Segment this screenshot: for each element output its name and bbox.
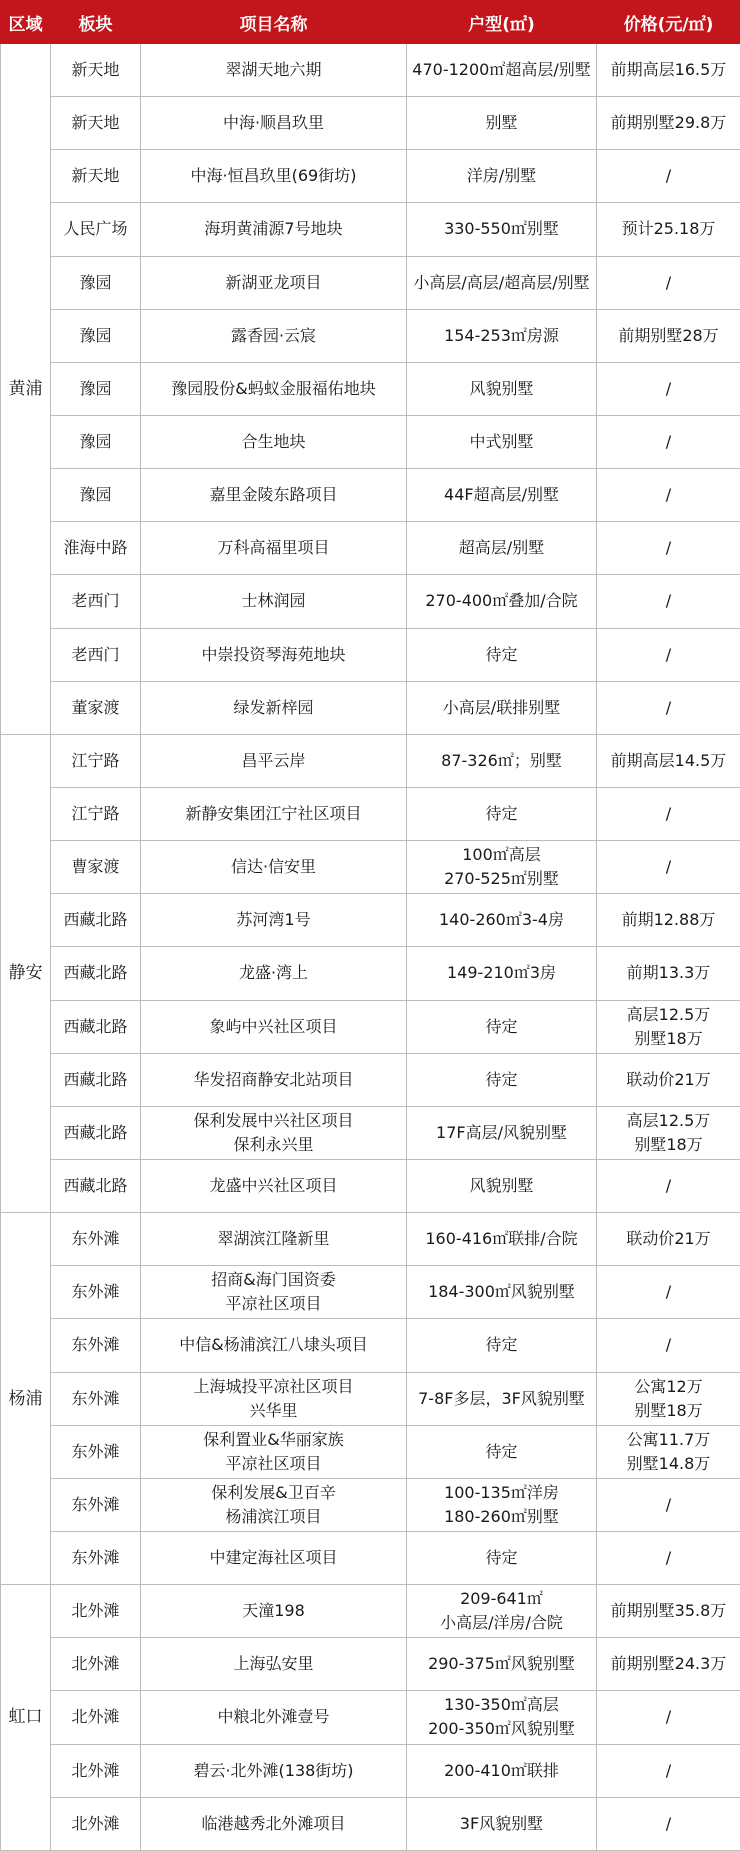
layout-cell-line: 超高层/别墅	[458, 538, 545, 558]
block-cell: 东外滩	[51, 1319, 141, 1372]
layout-cell	[407, 522, 597, 575]
price-cell-line: /	[665, 166, 672, 186]
layout-cell-line: 3F风貌别墅	[459, 1813, 544, 1833]
price-cell	[597, 362, 740, 415]
price-cell	[597, 1691, 740, 1744]
layout-cell	[407, 681, 597, 734]
header-row	[1, 1, 740, 44]
project-cell-line: 招商&海门国资委	[211, 1270, 336, 1290]
project-cell-line: 士林润园	[241, 591, 306, 611]
project-cell-line: 新静安集团江宁社区项目	[185, 804, 362, 824]
block-cell: 东外滩	[51, 1372, 141, 1425]
project-cell-line: 嘉里金陵东路项目	[209, 485, 338, 505]
layout-cell-line: 130-350㎡高层	[444, 1695, 559, 1715]
layout-cell-line: 470-1200㎡超高层/别墅	[412, 60, 591, 80]
table-row	[1, 1744, 740, 1797]
project-cell-line: 保利置业&华丽家族	[203, 1429, 344, 1449]
layout-cell-line: 待定	[485, 1441, 518, 1461]
block-cell: 新天地	[51, 97, 141, 150]
price-cell	[597, 1213, 740, 1266]
block-cell: 豫园	[51, 256, 141, 309]
price-cell	[597, 681, 740, 734]
price-cell-line: /	[665, 804, 672, 824]
project-cell-line: 豫园股份&蚂蚁金服福佑地块	[171, 378, 376, 398]
project-cell	[141, 1531, 407, 1584]
layout-cell-line: 待定	[485, 1069, 518, 1089]
block-cell: 西藏北路	[51, 1106, 141, 1159]
table-row	[1, 469, 740, 522]
price-cell	[597, 787, 740, 840]
table-row	[1, 628, 740, 681]
price-cell-line: /	[665, 1813, 672, 1833]
price-cell-line: /	[665, 1760, 672, 1780]
project-cell-line: 合生地块	[241, 432, 306, 452]
block-cell: 北外滩	[51, 1638, 141, 1691]
project-cell	[141, 1797, 407, 1850]
table-row	[1, 894, 740, 947]
project-cell-line: 昌平云岸	[241, 750, 306, 770]
price-cell	[597, 1053, 740, 1106]
project-cell	[141, 522, 407, 575]
project-cell	[141, 362, 407, 415]
table-row	[1, 1053, 740, 1106]
price-cell	[597, 415, 740, 468]
table-row	[1, 787, 740, 840]
layout-cell	[407, 575, 597, 628]
layout-cell-line: 洋房/别墅	[466, 166, 537, 186]
price-cell-line: 前期别墅24.3万	[610, 1654, 727, 1674]
price-cell	[597, 947, 740, 1000]
price-cell	[597, 469, 740, 522]
layout-cell	[407, 1053, 597, 1106]
header-project: 项目名称	[141, 1, 407, 44]
layout-cell-line: 200-350㎡风貌别墅	[428, 1719, 575, 1739]
table-row	[1, 841, 740, 894]
project-cell-line: 信达·信安里	[230, 857, 317, 877]
price-cell	[597, 841, 740, 894]
table-row	[1, 1106, 740, 1159]
block-cell: 东外滩	[51, 1425, 141, 1478]
price-cell-line: /	[665, 857, 672, 877]
layout-cell-line: 330-550㎡别墅	[444, 219, 559, 239]
table-row	[1, 415, 740, 468]
project-cell-line: 上海弘安里	[233, 1654, 314, 1674]
layout-cell	[407, 1797, 597, 1850]
price-cell	[597, 894, 740, 947]
block-cell: 东外滩	[51, 1213, 141, 1266]
layout-cell	[407, 309, 597, 362]
project-cell-line: 露香园·云宸	[230, 325, 317, 345]
project-cell	[141, 1266, 407, 1319]
table-row	[1, 1638, 740, 1691]
price-cell-line: /	[665, 432, 672, 452]
table-row	[1, 150, 740, 203]
layout-cell-line: 待定	[485, 1335, 518, 1355]
layout-cell-line: 小高层/高层/超高层/别墅	[413, 272, 590, 292]
table-row	[1, 1425, 740, 1478]
layout-cell	[407, 628, 597, 681]
block-cell: 豫园	[51, 469, 141, 522]
block-cell: 曹家渡	[51, 841, 141, 894]
price-cell	[597, 1266, 740, 1319]
project-cell-line: 上海城投平凉社区项目	[193, 1376, 354, 1396]
price-cell	[597, 1425, 740, 1478]
block-cell: 北外滩	[51, 1691, 141, 1744]
project-cell	[141, 309, 407, 362]
layout-cell	[407, 1744, 597, 1797]
price-cell-line: 公寓11.7万	[626, 1429, 711, 1449]
price-cell	[597, 1478, 740, 1531]
project-cell	[141, 841, 407, 894]
project-cell-line: 海玥黄浦源7号地块	[204, 219, 343, 239]
layout-cell-line: 待定	[485, 804, 518, 824]
price-cell-line: 前期别墅35.8万	[610, 1601, 727, 1621]
layout-cell	[407, 203, 597, 256]
block-cell: 东外滩	[51, 1266, 141, 1319]
project-cell-line: 临港越秀北外滩项目	[201, 1813, 346, 1833]
project-cell	[141, 1213, 407, 1266]
project-cell-line: 中崇投资琴海苑地块	[201, 644, 346, 664]
project-cell-line: 龙盛·湾上	[238, 963, 309, 983]
table-row	[1, 734, 740, 787]
price-cell-line: 公寓12万	[634, 1376, 703, 1396]
table-row	[1, 681, 740, 734]
header-block: 板块	[51, 1, 141, 44]
price-cell-line: /	[665, 1176, 672, 1196]
price-cell-line: /	[665, 1494, 672, 1514]
price-cell-line: /	[665, 1548, 672, 1567]
project-cell-line: 新湖亚龙项目	[225, 272, 322, 292]
project-cell	[141, 1106, 407, 1159]
table-row	[1, 97, 740, 150]
table-row	[1, 1159, 740, 1212]
layout-cell-line: 140-260㎡3-4房	[439, 910, 564, 930]
price-cell	[597, 1585, 740, 1638]
price-cell	[597, 575, 740, 628]
block-cell: 江宁路	[51, 734, 141, 787]
block-cell: 东外滩	[51, 1478, 141, 1531]
table-row	[1, 1585, 740, 1638]
header-price: 价格(元/㎡)	[597, 1, 740, 44]
block-cell: 淮海中路	[51, 522, 141, 575]
layout-cell-line: 别墅	[485, 113, 518, 133]
project-cell-line: 万科高福里项目	[217, 538, 330, 558]
price-cell	[597, 203, 740, 256]
table-row	[1, 44, 740, 97]
price-cell-line: 别墅18万	[634, 1028, 703, 1048]
layout-cell-line: 154-253㎡房源	[444, 325, 559, 345]
block-cell: 豫园	[51, 415, 141, 468]
project-cell	[141, 1159, 407, 1212]
price-cell	[597, 1372, 740, 1425]
project-cell	[141, 1053, 407, 1106]
price-cell-line: 前期高层14.5万	[610, 750, 727, 770]
price-cell-line: /	[665, 485, 672, 505]
price-cell-line: /	[665, 1707, 672, 1727]
table-row	[1, 362, 740, 415]
layout-cell-line: 风貌别墅	[469, 1176, 534, 1196]
project-cell	[141, 415, 407, 468]
price-cell-line: 高层12.5万	[626, 1004, 711, 1024]
block-cell: 东外滩	[51, 1531, 141, 1584]
price-cell-line: 前期12.88万	[621, 910, 716, 930]
layout-cell	[407, 1531, 597, 1584]
project-cell-line: 平凉社区项目	[225, 1294, 322, 1314]
block-cell: 豫园	[51, 309, 141, 362]
table-row	[1, 1319, 740, 1372]
layout-cell	[407, 256, 597, 309]
project-cell-line: 象屿中兴社区项目	[209, 1016, 338, 1036]
table-row	[1, 203, 740, 256]
price-cell-line: 别墅18万	[634, 1134, 703, 1154]
layout-cell	[407, 734, 597, 787]
block-cell: 西藏北路	[51, 1053, 141, 1106]
price-cell	[597, 97, 740, 150]
layout-cell-line: 160-416㎡联排/合院	[425, 1229, 578, 1249]
block-cell: 西藏北路	[51, 1159, 141, 1212]
layout-cell	[407, 947, 597, 1000]
price-cell	[597, 44, 740, 97]
price-cell	[597, 734, 740, 787]
layout-cell	[407, 1425, 597, 1478]
layout-cell-line: 100㎡高层	[462, 845, 541, 865]
project-cell	[141, 894, 407, 947]
layout-cell-line: 待定	[485, 644, 518, 664]
layout-cell	[407, 44, 597, 97]
block-cell: 豫园	[51, 362, 141, 415]
price-cell-line: 高层12.5万	[626, 1110, 711, 1130]
layout-cell	[407, 1372, 597, 1425]
layout-cell-line: 209-641㎡	[460, 1589, 543, 1609]
project-cell	[141, 681, 407, 734]
layout-cell	[407, 1213, 597, 1266]
block-cell: 新天地	[51, 150, 141, 203]
layout-cell	[407, 1000, 597, 1053]
layout-cell	[407, 1478, 597, 1531]
project-cell-line: 中海·恒昌玖里(69街坊)	[190, 166, 357, 186]
table-row	[1, 1797, 740, 1850]
block-cell: 西藏北路	[51, 947, 141, 1000]
project-cell	[141, 734, 407, 787]
price-cell	[597, 1000, 740, 1053]
block-cell: 北外滩	[51, 1744, 141, 1797]
project-cell-line: 中信&杨浦滨江八埭头项目	[179, 1335, 368, 1355]
layout-cell-line: 7-8F多层，3F风貌别墅	[418, 1388, 585, 1408]
layout-cell-line: 270-525㎡别墅	[444, 869, 559, 889]
project-cell	[141, 1585, 407, 1638]
table-row	[1, 1213, 740, 1266]
price-cell-line: 前期13.3万	[626, 963, 711, 983]
price-cell-line: /	[665, 1335, 672, 1355]
layout-cell-line: 中式别墅	[469, 432, 534, 452]
project-cell-line: 保利发展中兴社区项目	[193, 1110, 354, 1130]
table-row	[1, 256, 740, 309]
region-cell: 虹口	[1, 1585, 51, 1851]
price-cell	[597, 1797, 740, 1850]
layout-cell-line: 100-135㎡洋房	[444, 1482, 559, 1502]
price-cell	[597, 1744, 740, 1797]
price-cell-line: /	[665, 272, 672, 292]
project-cell-line: 保利永兴里	[233, 1134, 314, 1154]
project-cell	[141, 628, 407, 681]
layout-cell	[407, 1638, 597, 1691]
block-cell: 北外滩	[51, 1797, 141, 1850]
layout-cell-line: 小高层/联排别墅	[442, 697, 561, 717]
layout-cell-line: 180-260㎡别墅	[444, 1506, 559, 1526]
project-cell	[141, 575, 407, 628]
layout-cell-line: 17F高层/风貌别墅	[436, 1122, 567, 1142]
table-row	[1, 947, 740, 1000]
block-cell: 新天地	[51, 44, 141, 97]
layout-cell	[407, 894, 597, 947]
price-cell-line: /	[665, 538, 672, 558]
project-cell	[141, 1372, 407, 1425]
table-row	[1, 522, 740, 575]
price-cell-line: 联动价21万	[626, 1229, 711, 1249]
price-cell-line: /	[665, 378, 672, 398]
project-cell	[141, 947, 407, 1000]
table-body	[1, 44, 740, 1851]
project-cell	[141, 1744, 407, 1797]
block-cell: 北外滩	[51, 1585, 141, 1638]
price-cell-line: 别墅14.8万	[626, 1453, 711, 1473]
table-row	[1, 1266, 740, 1319]
layout-cell	[407, 1319, 597, 1372]
project-cell	[141, 469, 407, 522]
layout-cell-line: 小高层/洋房/合院	[440, 1613, 563, 1633]
layout-cell-line: 待定	[485, 1016, 518, 1036]
project-cell	[141, 787, 407, 840]
project-cell-line: 中粮北外滩壹号	[217, 1707, 330, 1727]
project-cell	[141, 1425, 407, 1478]
price-cell-line: /	[665, 697, 672, 717]
layout-cell	[407, 97, 597, 150]
block-cell: 西藏北路	[51, 894, 141, 947]
region-cell: 静安	[1, 734, 51, 1212]
project-cell-line: 杨浦滨江项目	[225, 1506, 322, 1526]
layout-cell	[407, 1266, 597, 1319]
project-cell-line: 中海·顺昌玖里	[222, 113, 325, 133]
block-cell: 老西门	[51, 628, 141, 681]
price-cell-line: 联动价21万	[626, 1069, 711, 1089]
price-cell	[597, 628, 740, 681]
project-cell	[141, 1638, 407, 1691]
price-cell-line: /	[665, 644, 672, 664]
layout-cell	[407, 362, 597, 415]
price-cell	[597, 1106, 740, 1159]
project-cell-line: 绿发新梓园	[233, 697, 314, 717]
layout-cell-line: 风貌别墅	[469, 378, 534, 398]
price-cell	[597, 1159, 740, 1212]
project-cell-line: 中建定海社区项目	[209, 1548, 338, 1567]
price-cell-line: /	[665, 591, 672, 611]
layout-cell-line: 待定	[485, 1548, 518, 1567]
project-cell	[141, 256, 407, 309]
price-cell-line: 前期别墅29.8万	[610, 113, 727, 133]
project-cell-line: 翠湖滨江隆新里	[217, 1229, 330, 1249]
project-cell	[141, 1478, 407, 1531]
block-cell: 董家渡	[51, 681, 141, 734]
block-cell: 老西门	[51, 575, 141, 628]
project-cell	[141, 1000, 407, 1053]
layout-cell-line: 87-326㎡；别墅	[441, 750, 562, 770]
project-cell-line: 保利发展&卫百辛	[211, 1482, 336, 1502]
price-cell	[597, 522, 740, 575]
block-cell: 西藏北路	[51, 1000, 141, 1053]
layout-cell	[407, 841, 597, 894]
project-cell-line: 平凉社区项目	[225, 1453, 322, 1473]
table-row	[1, 1531, 740, 1584]
header-layout: 户型(㎡)	[407, 1, 597, 44]
layout-cell	[407, 150, 597, 203]
price-cell	[597, 256, 740, 309]
layout-cell	[407, 415, 597, 468]
block-cell: 人民广场	[51, 203, 141, 256]
layout-cell-line: 44F超高层/别墅	[444, 485, 559, 505]
project-cell	[141, 1319, 407, 1372]
layout-cell-line: 270-400㎡叠加/合院	[425, 591, 578, 611]
table-row	[1, 309, 740, 362]
project-cell	[141, 1691, 407, 1744]
layout-cell-line: 200-410㎡联排	[444, 1760, 559, 1780]
price-cell	[597, 1531, 740, 1584]
layout-cell	[407, 469, 597, 522]
project-cell	[141, 150, 407, 203]
table-row	[1, 1372, 740, 1425]
project-cell-line: 翠湖天地六期	[225, 60, 322, 80]
price-cell-line: 预计25.18万	[621, 219, 716, 239]
project-cell-line: 碧云·北外滩(138街坊)	[193, 1760, 354, 1780]
table-row	[1, 575, 740, 628]
price-cell-line: 前期高层16.5万	[610, 60, 727, 80]
layout-cell	[407, 1585, 597, 1638]
table-row	[1, 1478, 740, 1531]
region-cell: 杨浦	[1, 1213, 51, 1585]
project-cell	[141, 203, 407, 256]
project-cell	[141, 44, 407, 97]
price-cell-line: 别墅18万	[634, 1400, 703, 1420]
price-cell	[597, 1319, 740, 1372]
table-row	[1, 1691, 740, 1744]
layout-cell-line: 184-300㎡风貌别墅	[428, 1282, 575, 1302]
layout-cell-line: 149-210㎡3房	[446, 963, 557, 983]
project-cell-line: 华发招商静安北站项目	[193, 1069, 354, 1089]
price-cell-line: /	[665, 1282, 672, 1302]
price-cell	[597, 309, 740, 362]
layout-cell-line: 290-375㎡风貌别墅	[428, 1654, 575, 1674]
project-cell-line: 苏河湾1号	[236, 910, 311, 930]
layout-cell	[407, 1691, 597, 1744]
project-cell-line: 龙盛中兴社区项目	[209, 1176, 338, 1196]
layout-cell	[407, 1106, 597, 1159]
price-cell	[597, 150, 740, 203]
layout-cell	[407, 787, 597, 840]
project-cell-line: 兴华里	[249, 1400, 298, 1420]
project-cell	[141, 97, 407, 150]
price-cell	[597, 1638, 740, 1691]
header-region: 区域	[1, 1, 51, 44]
region-cell: 黄浦	[1, 44, 51, 735]
block-cell: 江宁路	[51, 787, 141, 840]
layout-cell	[407, 1159, 597, 1212]
table-row	[1, 1000, 740, 1053]
project-cell-line: 天潼198	[242, 1601, 305, 1621]
price-cell-line: 前期别墅28万	[618, 325, 719, 345]
